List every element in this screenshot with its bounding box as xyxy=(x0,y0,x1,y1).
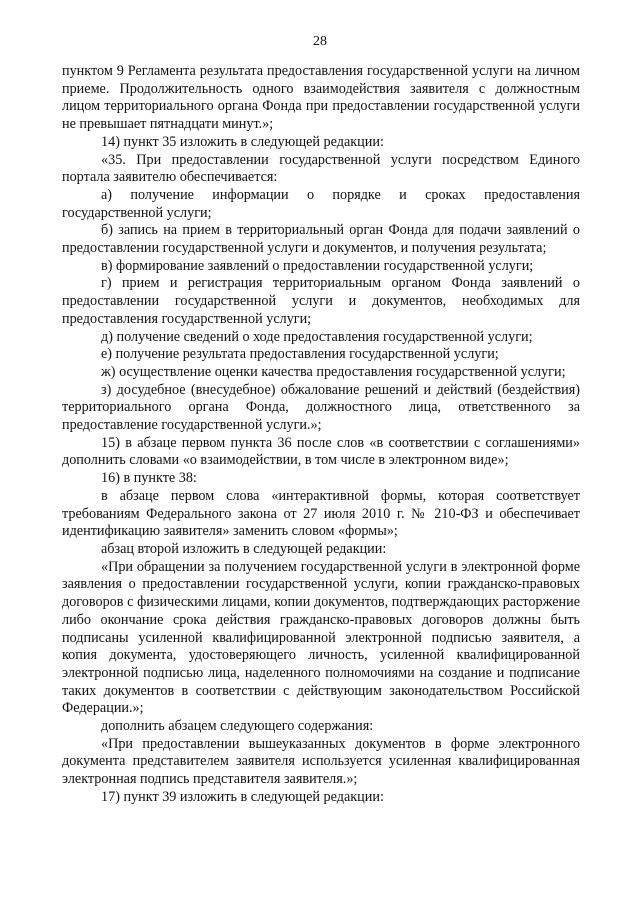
paragraph: е) получение результата предоставления государственной услуги; xyxy=(101,346,499,363)
paragraph: «При предоставлении вышеуказанных документов в форме электронного документа представителем заявителя используется усиленная квалифицированная электронная подпись представителя заявителя.»; xyxy=(62,735,580,788)
paragraph: г) прием и регистрация территориальным органом Фонда заявлений о предоставлении государственной услуги и документов, необходимых для предоставления государственной услуги; xyxy=(62,275,580,327)
document-body xyxy=(62,63,580,807)
paragraph: «35. При предоставлении государственной услуги посредством Единого портала заявителю обеспечивается: xyxy=(62,151,580,186)
paragraph: в абзаце первом слова «интерактивной формы, которая соответствует требованиям Федерального закона от 27 июля 2010 г. № 210-ФЗ и обеспечивает идентификацию заявителя» заменить словом «формы»; xyxy=(62,487,580,540)
paragraph: а) получение информации о порядке и сроках предоставления государственной услуги; xyxy=(62,186,580,221)
paragraph: абзац второй изложить в следующей редакции: xyxy=(101,540,387,557)
paragraph: ж) осуществление оценки качества предоставления государственной услуги; xyxy=(101,363,566,380)
paragraph: б) запись на прием в территориальный орган Фонда для подачи заявлений о предоставлении государственной услуги и документов, и получения результата; xyxy=(62,222,580,257)
paragraph: з) досудебное (внесудебное) обжалование решений и действий (бездействия) территориального органа Фонда, должностного лица, ответственного за предоставление государственной услуги.»; xyxy=(62,381,580,434)
paragraph: дополнить абзацем следующего содержания: xyxy=(101,718,374,735)
page-number: 28 xyxy=(313,34,327,49)
paragraph: в) формирование заявлений о предоставлении государственной услуги; xyxy=(101,257,534,274)
paragraph: 16) в пункте 38: xyxy=(101,470,197,487)
paragraph: «При обращении за получением государственной услуги в электронной форме заявления о предоставлении государственной услуги, копии гражданско-правовых договоров с физическими лицами, копии документов, подтверждающих расторжение либо окончание срока действия гражданско-правовых договоров должны быть подписаны усиленной квалифицированной электронной подписью заявителя, а копия документа, удостоверяющего личность, усиленной квалифицированной электронной подписью лица, наделенного полномочиями на создание и подписание таких документов в соответствии с действующим законодательством Российской Федерации.»; xyxy=(62,558,580,717)
paragraph: 15) в абзаце первом пункта 36 после слов «в соответствии с соглашениями» дополнить словами «о взаимодействии, в том числе в электронном виде»; xyxy=(62,434,580,469)
paragraph: пунктом 9 Регламента результата предоставления государственной услуги на личном приеме. Продолжительность одного взаимодействия заявителя с должностным лицом территориального органа Фонда при предоставлении государственной услуги не превышает пятнадцати минут.»; xyxy=(62,63,580,133)
paragraph: д) получение сведений о ходе предоставления государственной услуги; xyxy=(101,328,533,345)
paragraph: 14) пункт 35 изложить в следующей редакции: xyxy=(101,133,384,150)
paragraph: 17) пункт 39 изложить в следующей редакции: xyxy=(101,788,384,805)
